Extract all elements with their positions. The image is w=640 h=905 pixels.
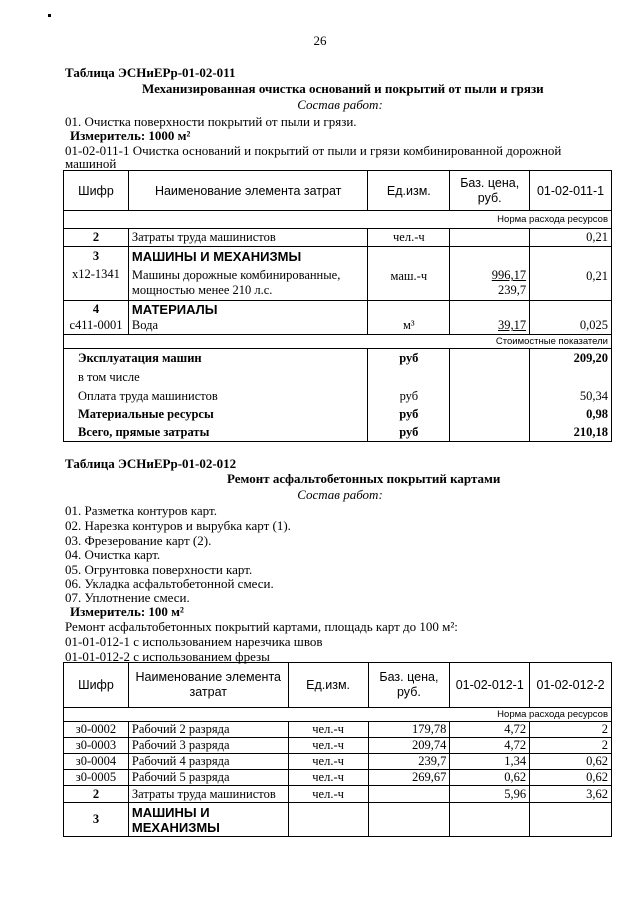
table2-r4-v1: 0,62 (450, 770, 530, 786)
table1-row4a-name: Вода (128, 318, 367, 335)
table1-row3a-name: Машины дорожные комбинированные, мощностью менее 210 л.с. (128, 267, 367, 301)
table1-row3a-code: х12-1341 (64, 267, 129, 301)
table2-header-row (64, 663, 612, 708)
table2-r1-unit: чел.-ч (288, 722, 368, 738)
table1-subtitle: Механизированная очистка оснований и покрытий от пыли и грязи (142, 81, 544, 96)
table-row (64, 770, 612, 786)
table2-r1-name: Рабочий 2 разряда (128, 722, 288, 738)
table2-r2-unit: чел.-ч (288, 738, 368, 754)
table1-row4a-price: 39,17 (450, 318, 530, 335)
table1-row-2 (64, 229, 612, 247)
table1-row4a-unit: м³ (368, 318, 450, 335)
table1-sum5-price (450, 424, 530, 442)
table2-row2-v1: 5,96 (450, 786, 530, 803)
table2-norm-row (64, 708, 612, 722)
table2-r1-v2: 2 (530, 722, 612, 738)
table2-r3-unit: чел.-ч (288, 754, 368, 770)
table1-header-code: Шифр (64, 171, 129, 211)
table2-r2-v2: 2 (530, 738, 612, 754)
table1-sum4-price (450, 406, 530, 424)
table2-desc-line1: Ремонт асфальтобетонных покрытий картами, площадь карт до 100 м²: (65, 619, 458, 634)
table2-r4-code: з0-0005 (64, 770, 129, 786)
table1-sum3-unit: руб (368, 387, 450, 406)
table1-row2-v1: 0,21 (530, 229, 612, 247)
table1-cost-row (64, 335, 612, 349)
table1-sum5-v1: 210,18 (530, 424, 612, 442)
table2-header-price: Баз. цена, руб. (368, 663, 450, 708)
table2-desc-line2: 01-01-012-1 с использованием нарезчика швов (65, 634, 323, 649)
table1-sum1-v1: 209,20 (530, 349, 612, 368)
table2 (63, 662, 612, 837)
table1-row3-v1 (530, 247, 612, 267)
table2-r4-price: 269,67 (368, 770, 450, 786)
table2-row2-v2: 3,62 (530, 786, 612, 803)
table1-header-name: Наименование элемента затрат (128, 171, 367, 211)
table-row (64, 754, 612, 770)
table1-header-price: Баз. цена, руб. (450, 171, 530, 211)
table1-row4a-v1: 0,025 (530, 318, 612, 335)
table1-header-row (64, 171, 612, 211)
table2-title: Таблица ЭСНиЕРр-01-02-012 (65, 456, 237, 471)
table1-norm-label: Норма расхода ресурсов (64, 211, 612, 229)
table1-sum1-name: Эксплуатация машин (64, 349, 368, 368)
table1-row3-code: 3 (64, 247, 129, 267)
table1-header-col1: 01-02-011-1 (530, 171, 612, 211)
table1-norm-row (64, 211, 612, 229)
table1-row2-code: 2 (64, 229, 129, 247)
table2-row3-price (368, 803, 450, 837)
table1-row4-v1 (530, 301, 612, 318)
table2-r2-name: Рабочий 3 разряда (128, 738, 288, 754)
table2-work-4: 04. Очистка карт. (65, 547, 161, 562)
table1-cost-label: Стоимостные показатели (64, 335, 612, 349)
table2-r2-code: з0-0003 (64, 738, 129, 754)
table2-r1-code: з0-0002 (64, 722, 129, 738)
table1-sum-row-4 (64, 406, 612, 424)
table1-sum2-name: в том числе (64, 368, 368, 387)
scan-speck (48, 14, 51, 17)
table2-header-col1: 01-02-012-1 (450, 663, 530, 708)
table2-work-5: 05. Огрунтовка поверхности карт. (65, 562, 253, 577)
table1-row4-unit (368, 301, 450, 318)
table2-norm-label: Норма расхода ресурсов (64, 708, 612, 722)
table1-measure: Измеритель: 1000 м² (70, 128, 191, 143)
table2-subtitle: Ремонт асфальтобетонных покрытий картами (227, 471, 501, 486)
table2-sostav: Состав работ: (297, 487, 383, 502)
table1-sum2-v1 (530, 368, 612, 387)
table2-work-7: 07. Уплотнение смеси. (65, 590, 190, 605)
table1-sum-row-1 (64, 349, 612, 368)
table1-row4a-code: с411-0001 (64, 318, 129, 335)
table1-row2-name: Затраты труда машинистов (128, 229, 367, 247)
table1-sum1-price (450, 349, 530, 368)
table2-r1-price: 179,78 (368, 722, 450, 738)
table1-row4-name: МАТЕРИАЛЫ (128, 301, 367, 318)
table2-r3-v1: 1,34 (450, 754, 530, 770)
table1-sum3-v1: 50,34 (530, 387, 612, 406)
table2-header-name: Наименование элемента затрат (128, 663, 288, 708)
table1-sum2-price (450, 368, 530, 387)
table1-sum3-price (450, 387, 530, 406)
table1-row4-code: 4 (64, 301, 129, 318)
table2-row2-unit: чел.-ч (288, 786, 368, 803)
table1-row2-price (450, 229, 530, 247)
table2-row2-price (368, 786, 450, 803)
table2-work-2: 02. Нарезка контуров и вырубка карт (1). (65, 518, 291, 533)
table1-row3a-unit: маш.-ч (368, 267, 450, 301)
table2-work-1: 01. Разметка контуров карт. (65, 503, 217, 518)
table2-row3-unit (288, 803, 368, 837)
table1-row-4 (64, 301, 612, 318)
table1-desc-line2: машиной (65, 156, 117, 171)
table1-desc-line1: 01-02-011-1 Очистка оснований и покрытий от пыли и грязи комбинированной дорожной (65, 143, 562, 158)
table-row (64, 738, 612, 754)
table1-row3a-price: 996,17 239,7 (450, 267, 530, 301)
table2-header-col2: 01-02-012-2 (530, 663, 612, 708)
table1-header-unit: Ед.изм. (368, 171, 450, 211)
table1-sum-row-3 (64, 387, 612, 406)
table1-row3a-v1: 0,21 (530, 267, 612, 301)
table1-sum5-unit: руб (368, 424, 450, 442)
table2-r1-v1: 4,72 (450, 722, 530, 738)
table2-row3-v2 (530, 803, 612, 837)
table2-desc-line3: 01-01-012-2 с использованием фрезы (65, 649, 270, 664)
table2-work-6: 06. Укладка асфальтобетонной смеси. (65, 576, 274, 591)
table1-row2-unit: чел.-ч (368, 229, 450, 247)
table1-title: Таблица ЭСНиЕРр-01-02-011 (65, 65, 236, 80)
table-row (64, 722, 612, 738)
table2-r2-price: 209,74 (368, 738, 450, 754)
table1-row3-price (450, 247, 530, 267)
table1-row-3 (64, 247, 612, 267)
table2-r4-v2: 0,62 (530, 770, 612, 786)
table2-r4-name: Рабочий 5 разряда (128, 770, 288, 786)
table1-row3-unit (368, 247, 450, 267)
table2-row3-name: МАШИНЫ И МЕХАНИЗМЫ (128, 803, 288, 837)
table2-r2-v1: 4,72 (450, 738, 530, 754)
table1-row3-name: МАШИНЫ И МЕХАНИЗМЫ (128, 247, 367, 267)
table1-sum4-v1: 0,98 (530, 406, 612, 424)
table1-sum1-unit: руб (368, 349, 450, 368)
table2-header-code: Шифр (64, 663, 129, 708)
table1 (63, 170, 612, 442)
table1-row-3a (64, 267, 612, 301)
table1-row-4a (64, 318, 612, 335)
table2-r3-name: Рабочий 4 разряда (128, 754, 288, 770)
page-number: 26 (313, 33, 327, 48)
table1-sum2-unit (368, 368, 450, 387)
table2-row-2 (64, 786, 612, 803)
table2-r3-v2: 0,62 (530, 754, 612, 770)
table2-measure: Измеритель: 100 м² (70, 604, 184, 619)
table1-sum4-unit: руб (368, 406, 450, 424)
table2-row3-code: 3 (64, 803, 129, 837)
table1-sum3-name: Оплата труда машинистов (64, 387, 368, 406)
table1-work-1: 01. Очистка поверхности покрытий от пыли и грязи. (65, 114, 357, 129)
table1-sum-row-5 (64, 424, 612, 442)
table1-sostav: Состав работ: (297, 97, 383, 112)
table2-r3-code: з0-0004 (64, 754, 129, 770)
table1-sum-row-2 (64, 368, 612, 387)
table1-sum4-name: Материальные ресурсы (64, 406, 368, 424)
table2-header-unit: Ед.изм. (288, 663, 368, 708)
table2-r4-unit: чел.-ч (288, 770, 368, 786)
table2-row-3 (64, 803, 612, 837)
table1-row4-price (450, 301, 530, 318)
table2-r3-price: 239,7 (368, 754, 450, 770)
table1-sum5-name: Всего, прямые затраты (64, 424, 368, 442)
table2-work-3: 03. Фрезерование карт (2). (65, 533, 212, 548)
table2-row3-v1 (450, 803, 530, 837)
table2-row2-code: 2 (64, 786, 129, 803)
table2-row2-name: Затраты труда машинистов (128, 786, 288, 803)
